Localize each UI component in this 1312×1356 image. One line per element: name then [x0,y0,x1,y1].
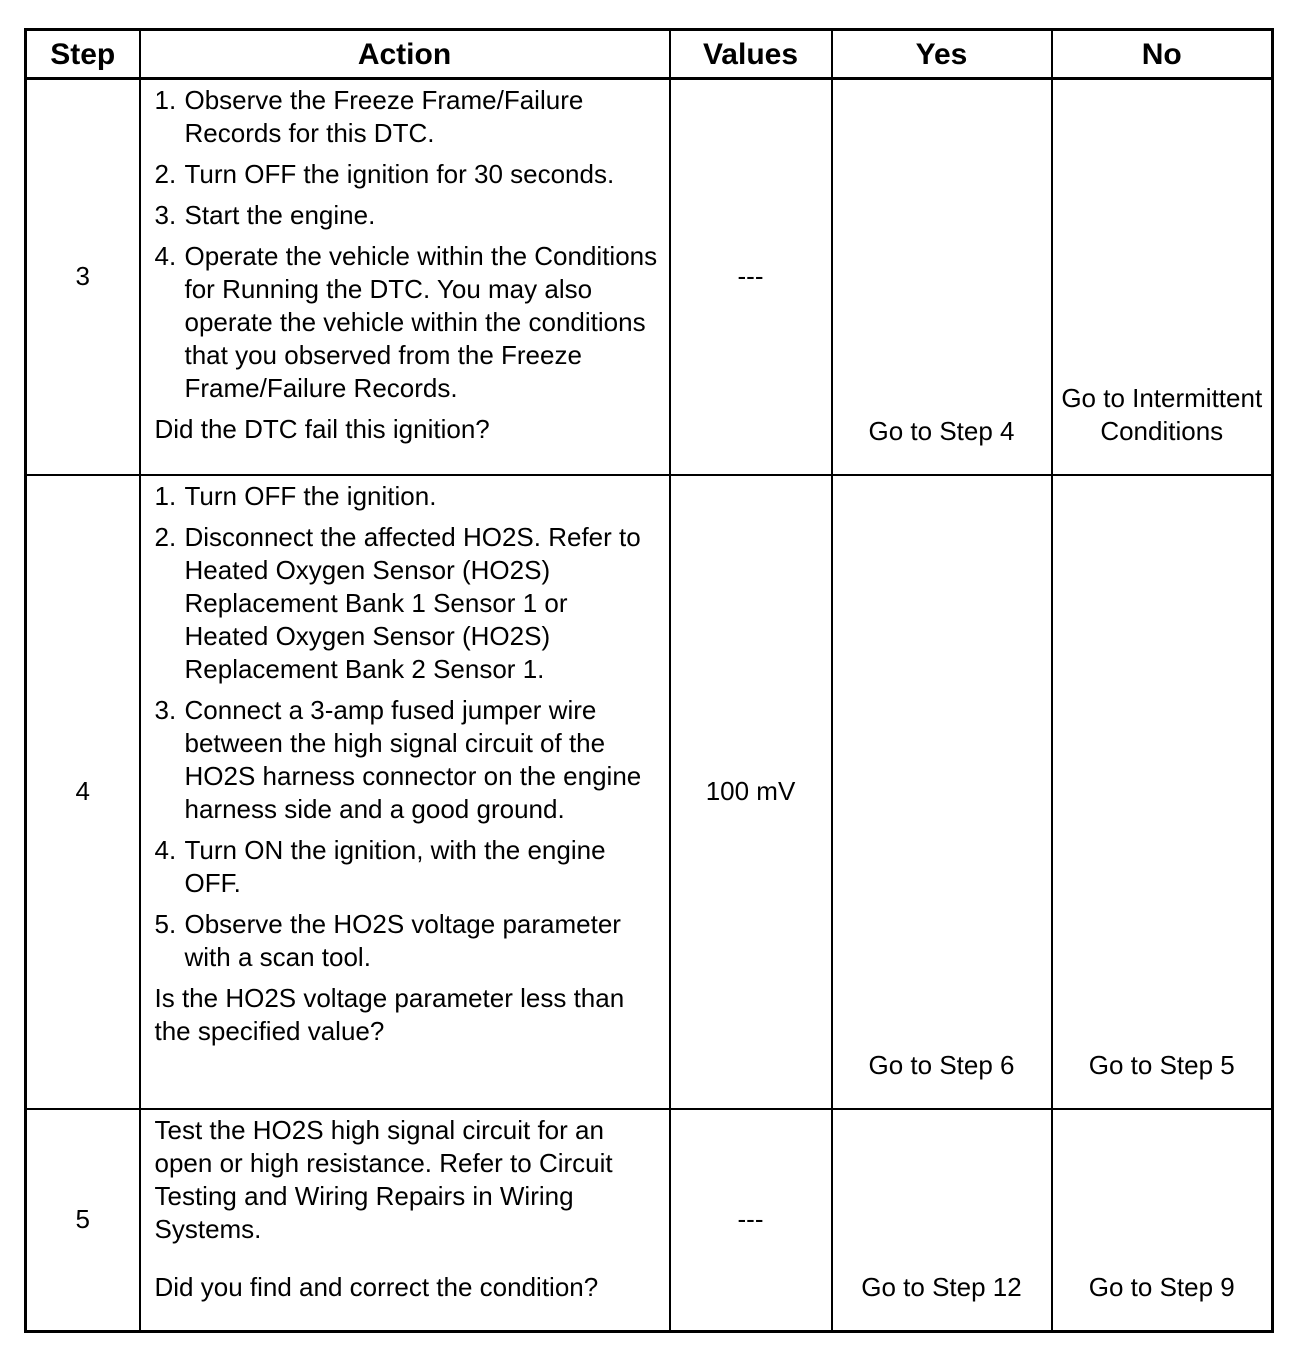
step-number: 3 [26,79,140,475]
header-yes: Yes [832,30,1052,79]
action-cell [140,475,670,1109]
action-question: Did you find and correct the condition? [154,1271,599,1302]
action-step: 2. Turn OFF the ignition for 30 seconds. [154,159,615,189]
action-step: 3. Start the engine. [154,200,376,230]
action-step: 4. Operate the vehicle within the Conditions for Running the DTC. You may also operate the vehicle within the conditions that you observed from the Freeze Frame/Failure Records. [154,241,658,403]
table-row [26,1109,1273,1332]
header-no: No [1052,30,1273,79]
diagnostic-table [24,28,1274,1333]
action-step: 3. Connect a 3-amp fused jumper wire between the high signal circuit of the HO2S harness connector on the engine harness side and a good ground. [154,694,642,824]
step-number: 5 [26,1109,140,1332]
values-cell: 100 mV [670,475,832,1109]
values-cell: --- [670,1109,832,1332]
action-steps [155,480,659,974]
no-cell: Go to Intermittent Conditions [1052,79,1273,475]
yes-cell: Go to Step 4 [832,79,1052,475]
header-step: Step [26,30,140,79]
header-action: Action [140,30,670,79]
action-question: Did the DTC fail this ignition? [154,414,490,444]
table-row [26,79,1273,475]
action-step: 2. Disconnect the affected HO2S. Refer to Heated Oxygen Sensor (HO2S) Replacement Bank 1 Sensor 1 or Heated Oxygen Sensor (HO2S) Replacement Bank 2 Sensor 1. [154,521,641,684]
header-row [26,30,1273,79]
values-cell: --- [670,79,832,475]
action-steps [155,84,659,405]
action-step: 1. Turn OFF the ignition. [154,480,437,511]
yes-cell: Go to Step 12 [832,1109,1052,1332]
action-step: 4. Turn ON the ignition, with the engine OFF. [154,834,606,898]
yes-cell: Go to Step 6 [832,475,1052,1109]
action-cell [140,1109,670,1332]
table-row [26,475,1273,1109]
action-step: 5. Observe the HO2S voltage parameter with a scan tool. [154,908,621,972]
no-cell: Go to Step 9 [1052,1109,1273,1332]
no-cell: Go to Step 5 [1052,475,1273,1109]
action-step: 1. Observe the Freeze Frame/Failure Records for this DTC. [154,85,584,148]
action-question: Is the HO2S voltage parameter less than the specified value? [154,982,625,1046]
header-values: Values [670,30,832,79]
action-cell [140,79,670,475]
action-text: Test the HO2S high signal circuit for an open or high resistance. Refer to Circuit Testing and Wiring Repairs in Wiring Systems. [154,1114,613,1244]
step-number: 4 [26,475,140,1109]
